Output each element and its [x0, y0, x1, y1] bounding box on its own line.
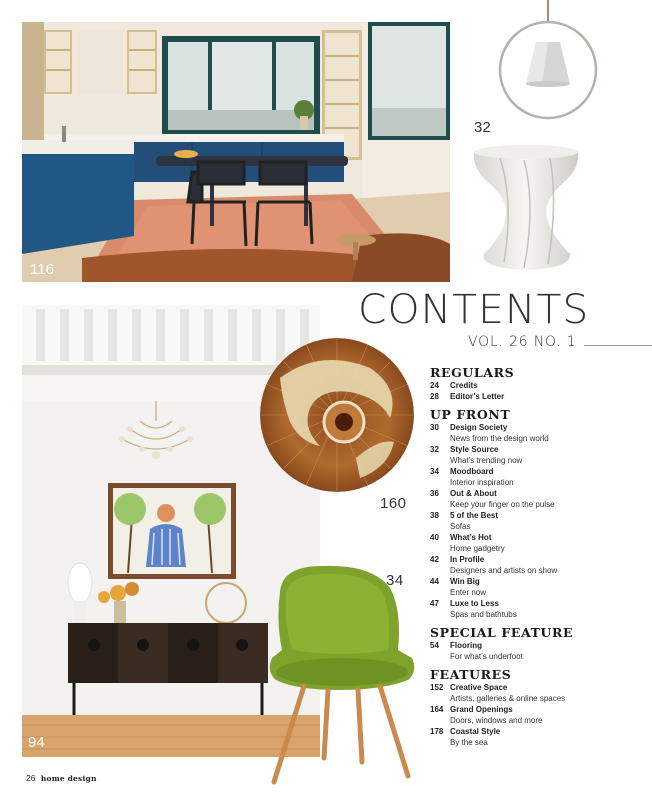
entry-title: Editor’s Letter	[450, 392, 505, 401]
entry-page-number: 44	[430, 577, 439, 586]
entry-page-number: 36	[430, 489, 439, 498]
entry-title: Moodboard	[450, 467, 494, 476]
toc-entry[interactable]	[430, 704, 645, 715]
entry-description: By the sea	[450, 738, 488, 747]
entry-page-number: 32	[430, 445, 439, 454]
page-number: 26	[26, 773, 36, 783]
entry-title: Grand Openings	[450, 705, 513, 714]
entry-title: Style Source	[450, 445, 499, 454]
section-heading: FEATURES	[430, 667, 512, 682]
entry-page-number: 42	[430, 555, 439, 564]
entry-title: Flooring	[450, 641, 482, 650]
entry-description: Home gadgetry	[450, 544, 505, 553]
entry-description: Designers and artists on show	[450, 566, 558, 575]
toc-entry[interactable]	[430, 726, 645, 737]
entry-page-number: 34	[430, 467, 439, 476]
toc-entry[interactable]	[430, 466, 645, 477]
toc-entry[interactable]	[430, 510, 645, 521]
photo-page-number: 32	[474, 119, 491, 136]
entry-page-number: 24	[430, 381, 439, 390]
entry-title: Coastal Style	[450, 727, 501, 736]
entry-description: Artists, galleries & online spaces	[450, 694, 566, 703]
entry-title: What’s Hot	[450, 533, 492, 542]
entry-page-number: 38	[430, 511, 439, 520]
entry-description: Spas and bathtubs	[450, 610, 517, 619]
green-armchair-photo	[262, 562, 420, 786]
section-heading: REGULARS	[430, 365, 515, 380]
divider	[584, 345, 652, 346]
entry-description: News from the design world	[450, 434, 549, 443]
entry-title: Credits	[450, 381, 478, 390]
entry-title: Luxe to Less	[450, 599, 499, 608]
stool-photo	[466, 142, 586, 272]
toc-entry[interactable]	[430, 554, 645, 565]
entry-page-number: 30	[430, 423, 439, 432]
entry-description: Keep your finger on the pulse	[450, 500, 555, 509]
toc-entry[interactable]	[430, 391, 645, 402]
table-of-contents	[430, 366, 645, 748]
entry-description: Enter now	[450, 588, 487, 597]
toc-entry[interactable]	[430, 488, 645, 499]
entry-page-number: 54	[430, 641, 439, 650]
photo-page-number: 116	[30, 261, 54, 278]
kitchen-photo	[22, 22, 450, 282]
magazine-name: home design	[40, 774, 97, 783]
entry-title: Creative Space	[450, 683, 508, 692]
entry-page-number: 40	[430, 533, 439, 542]
toc-entry[interactable]	[430, 598, 645, 609]
toc-entry[interactable]	[430, 444, 645, 455]
entry-page-number: 164	[430, 705, 444, 714]
toc-entry[interactable]	[430, 532, 645, 543]
entry-title: Win Big	[450, 577, 480, 586]
entry-title: 5 of the Best	[450, 511, 499, 520]
pendant-lamp-photo	[466, 0, 636, 140]
toc-entry[interactable]	[430, 422, 645, 433]
entry-title: In Profile	[450, 555, 485, 564]
entry-description: Doors, windows and more	[450, 716, 543, 725]
volume-number: VOL. 26 NO. 1	[468, 334, 577, 350]
photo-page-number: 160	[380, 495, 407, 512]
toc-entry[interactable]	[430, 682, 645, 693]
entry-description: For what’s underfoot	[450, 652, 523, 661]
photo-page-number: 94	[28, 734, 45, 751]
entry-page-number: 47	[430, 599, 439, 608]
entry-description: What’s trending now	[450, 456, 523, 465]
toc-entry[interactable]	[430, 380, 645, 391]
section-heading: UP FRONT	[430, 407, 511, 422]
section-heading: SPECIAL FEATURE	[430, 625, 574, 640]
abstract-artwork-photo	[260, 338, 414, 492]
toc-entry[interactable]	[430, 576, 645, 587]
entry-title: Out & About	[450, 489, 497, 498]
entry-description: Sofas	[450, 522, 471, 531]
entry-page-number: 178	[430, 727, 444, 736]
entry-page-number: 28	[430, 392, 439, 401]
entry-title: Design Society	[450, 423, 508, 432]
entry-description: Interior inspiration	[450, 478, 514, 487]
entry-page-number: 152	[430, 683, 444, 692]
toc-entry[interactable]	[430, 640, 645, 651]
contents-title: CONTENTS	[358, 287, 590, 333]
page-footer	[26, 773, 97, 783]
photo-page-number: 34	[386, 572, 404, 589]
